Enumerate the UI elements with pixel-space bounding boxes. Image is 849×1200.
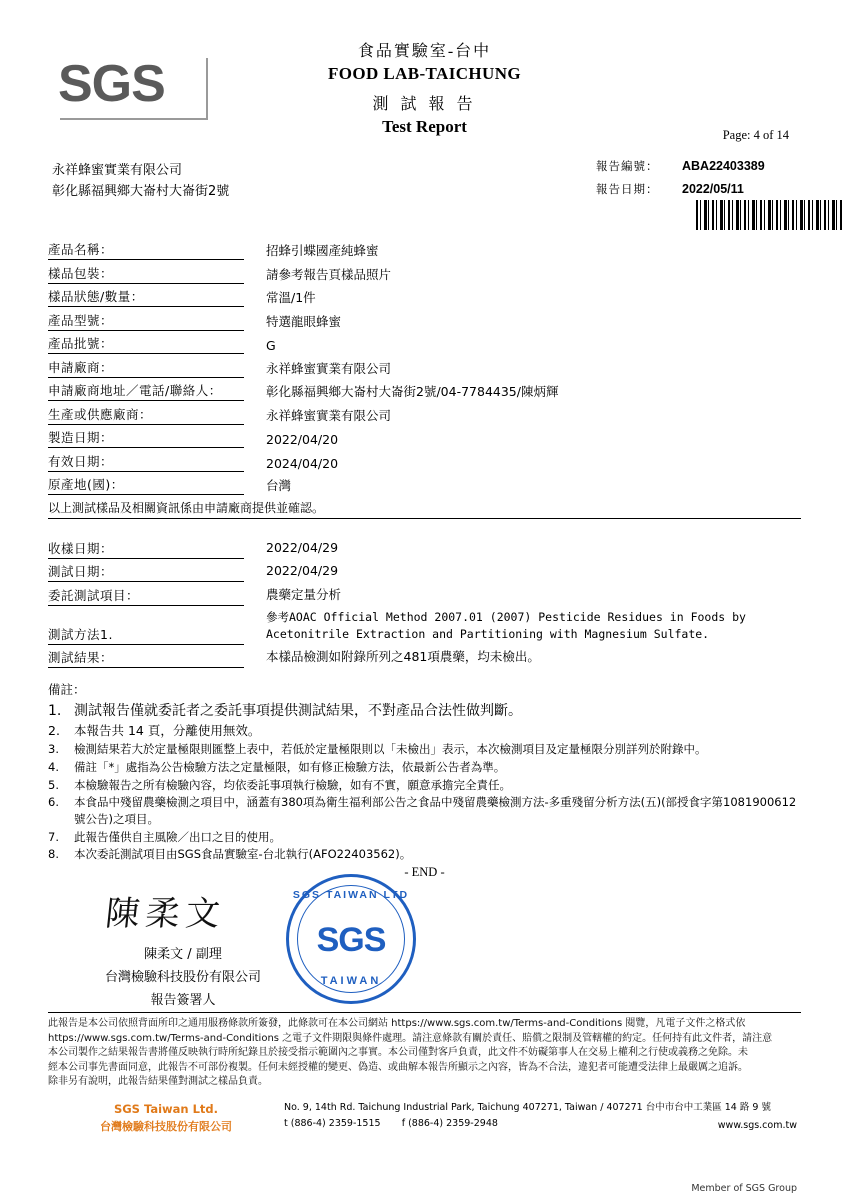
footer-website[interactable]: www.sgs.com.tw (717, 1119, 797, 1131)
row-label: 有效日期： (48, 452, 244, 472)
header-titles (48, 38, 801, 137)
client-block (52, 160, 229, 203)
table-row (48, 452, 801, 472)
client-name: 永祥蜂蜜實業有限公司 (52, 163, 183, 178)
row-value: 2022/04/29 (266, 539, 339, 555)
item-number: 8. (48, 847, 59, 862)
footer-line: https://www.sgs.com.tw/Terms-and-Conditions 之電子文件期限與條件處理。請注意條款有關於責任、賠償之限制及管轄權的約定。任何持有此文件者，請注意 (48, 1032, 773, 1044)
handwritten-signature: 陳柔文 (103, 896, 228, 934)
row-value: 台灣 (266, 478, 292, 493)
seal-arc-bottom: TAIWAN (320, 975, 382, 988)
row-value: 2022/04/29 (266, 563, 339, 579)
row-label: 原產地(國)： (48, 475, 244, 495)
item-number: 2. (48, 723, 60, 739)
footer-line: 除非另有說明，此報告結果僅對測試之樣品負責。 (48, 1076, 268, 1088)
footer-company-en: SGS Taiwan Ltd. (113, 1101, 219, 1116)
remarks-section (48, 680, 801, 880)
item-number: 5. (48, 777, 59, 792)
table-row (48, 586, 801, 606)
sgs-logo: SGS (58, 55, 165, 113)
list-item (48, 777, 801, 794)
table-row (48, 609, 801, 645)
barcode-image (696, 200, 844, 230)
row-value: 招蜂引蝶國產純蜂蜜 (266, 243, 379, 258)
signatory-name-title: 陳柔文 / 副理 (144, 947, 222, 963)
item-text: 本檢驗報告之所有檢驗內容，均依委託事項執行檢驗，如有不實，願意承擔完全責任。 (74, 777, 511, 792)
row-value: 永祥蜂蜜實業有限公司 (266, 407, 392, 423)
signature-area (48, 882, 801, 1010)
sgs-seal-stamp-icon (286, 874, 416, 1004)
report-date-row (596, 181, 765, 197)
row-label: 產品批號： (48, 334, 244, 354)
list-item (48, 794, 801, 827)
report-meta (596, 158, 765, 204)
item-number: 1. (48, 703, 62, 719)
row-label: 申請廠商： (48, 358, 244, 378)
footer-company-cn: 台灣檢驗科技股份有限公司 (100, 1120, 232, 1134)
list-item (48, 701, 801, 721)
table-row (48, 358, 801, 378)
row-label: 產品名稱： (48, 240, 244, 260)
row-value: 本樣品檢測如附錄所列之481項農藥，均未檢出。 (266, 649, 540, 665)
item-text: 本食品中殘留農藥檢測之項目中，涵蓋有380項為衛生福利部公告之食品中殘留農藥檢測方法-多重殘留分析方法(五)(部授食字第1081900612號公告)之項目。 (74, 795, 797, 827)
table-row (48, 648, 801, 668)
item-text: 備註「*」處指為公告檢驗方法之定量極限，如有修正檢驗方法，依最新公告者為準。 (74, 760, 506, 775)
footer-contact (48, 1100, 801, 1154)
table-row (48, 381, 801, 401)
table-row (48, 475, 801, 495)
row-value: 特選龍眼蜂蜜 (266, 313, 342, 329)
footer-line: 本公司製作之結果報告書將僅反映執行時所紀錄且於接受指示範圍內之事實。本公司僅對客戶負責，此文件不妨礙第事人在交易上權利之行使或義務之免除。未 (48, 1047, 748, 1059)
row-label: 生產或供應廠商： (48, 405, 244, 425)
report-header (48, 0, 801, 150)
report-title-en: Test Report (382, 117, 467, 136)
footer-tel: t (886-4) 2359-1515 (284, 1117, 381, 1129)
item-text: 本次委託測試項目由SGS食品實驗室-台北執行(AFO22403562)。 (74, 847, 412, 862)
table-row (48, 334, 801, 354)
seal-arc-top: SGS TAIWAN LTD (292, 889, 410, 902)
client-address: 彰化縣福興鄉大崙村大崙街2號 (52, 184, 230, 200)
list-item (48, 759, 801, 776)
row-value: 2022/04/20 (266, 432, 339, 447)
footer-fax: f (886-4) 2359-2948 (401, 1117, 498, 1129)
client-and-report-meta (48, 158, 801, 238)
footer-phone-row (284, 1116, 771, 1132)
row-value: 永祥蜂蜜實業有限公司 (266, 360, 392, 376)
seal-center-text: SGS (316, 921, 386, 960)
row-label: 製造日期： (48, 428, 244, 448)
report-no-value: ABA22403389 (682, 159, 765, 173)
report-no-row (596, 158, 765, 174)
test-info-table (48, 539, 801, 669)
row-value: 農藥定量分析 (266, 586, 342, 602)
signatory-block (58, 944, 308, 1012)
table-row (48, 428, 801, 448)
signatory-role: 報告簽署人 (150, 992, 216, 1008)
table-row (48, 405, 801, 425)
item-number: 7. (48, 829, 59, 844)
signatory-company: 台灣檢驗科技股份有限公司 (104, 969, 261, 985)
row-label: 產品型號： (48, 311, 244, 331)
footer-line: 此報告是本公司依照背面所印之通用服務條款所簽發，此條款可在本公司網站 https://www.sgs.com.tw/Terms-and-Conditions 閱覽，凡電子文件之格式依 (48, 1018, 746, 1030)
sample-info-table (48, 240, 801, 519)
row-label: 樣品包裝： (48, 264, 244, 284)
item-number: 6. (48, 795, 59, 810)
row-label: 測試方法1. (48, 625, 244, 645)
row-value: G (266, 338, 276, 353)
sample-source-note: 以上測試樣品及相關資訊係由申請廠商提供並確認。 (48, 499, 801, 519)
remarks-list (48, 701, 801, 863)
row-label: 申請廠商地址／電話/聯絡人： (48, 381, 244, 401)
footer-address: No. 9, 14th Rd. Taichung Industrial Park, Taichung 407271, Taiwan / 407271 台中市台中工業區 14 路 9 號 (284, 1101, 771, 1113)
report-date-label: 報告日期： (596, 182, 659, 196)
row-value: 2024/04/20 (266, 455, 339, 471)
item-text: 測試報告僅就委託者之委託事項提供測試結果，不對產品合法性做判斷。 (74, 703, 522, 719)
lab-name-en: FOOD LAB-TAICHUNG (327, 64, 522, 83)
remarks-title: 備註： (48, 682, 86, 697)
spacer (48, 519, 801, 539)
lab-name-cn: 食品實驗室-台中 (357, 43, 492, 60)
footer-company-block (100, 1100, 232, 1136)
footer-address-block (284, 1100, 771, 1132)
list-item (48, 829, 801, 846)
row-value: 常溫/1件 (266, 290, 316, 305)
item-number: 3. (48, 742, 59, 757)
list-item (48, 741, 801, 758)
row-label: 樣品狀態/數量： (48, 287, 244, 307)
row-label: 委託測試項目： (48, 586, 244, 606)
table-row (48, 264, 801, 284)
report-no-label: 報告編號： (596, 159, 659, 173)
item-text: 此報告僅供自主風險／出口之目的使用。 (74, 829, 281, 844)
table-row (48, 240, 801, 260)
item-text: 本報告共 14 頁，分離使用無效。 (74, 723, 261, 739)
list-item (48, 846, 801, 863)
item-text: 檢測結果若大於定量極限則匯整上表中，若低於定量極限則以「未檢出」表示，本次檢測項目及定量極限分別詳列於附錄中。 (74, 742, 707, 757)
item-number: 4. (48, 760, 59, 775)
row-value: 請參考報告頁樣品照片 (266, 266, 392, 282)
table-row (48, 539, 801, 559)
row-label: 測試日期： (48, 562, 244, 582)
row-label: 測試結果： (48, 648, 244, 668)
row-value: 參考AOAC Official Method 2007.01 (2007) Pesticide Residues in Foods by Acetonitrile Extraction and Partitioning with Magnesium Sulfate. (266, 610, 746, 642)
table-row (48, 562, 801, 582)
footer-member-note: Member of SGS Group (691, 1183, 797, 1194)
list-item (48, 722, 801, 740)
footer-line: 經本公司事先書面同意，此報告不可部份複製。任何未經授權的變更、偽造、或曲解本報告所顯示之內容，皆為不合法，違犯者可能遭受法律上最嚴厲之追訴。 (48, 1061, 748, 1073)
row-value: 彰化縣福興鄉大崙村大崙街2號/04-7784435/陳炳輝 (266, 384, 559, 399)
report-title-cn: 測 試 報 告 (372, 96, 477, 113)
table-row (48, 287, 801, 307)
footer-terms (48, 1012, 801, 1090)
row-label: 收樣日期： (48, 539, 244, 559)
table-row (48, 311, 801, 331)
page-number: Page: 4 of 14 (722, 128, 789, 142)
end-marker: - END - (404, 865, 445, 880)
report-date-value: 2022/05/11 (682, 182, 744, 196)
